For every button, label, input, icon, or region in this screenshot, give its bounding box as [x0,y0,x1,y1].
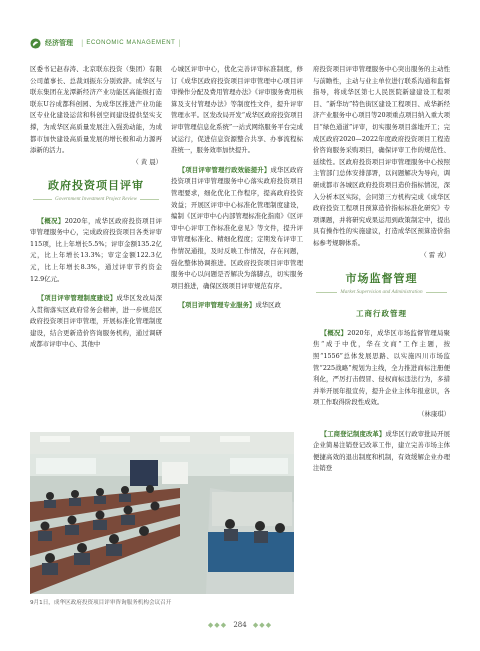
paragraph-overview-market: 2020年，成华区市场监督管理局聚焦“成于中优，华在文商”工作主题，按照“1556”总体发展思路、以实施四川市场监管“225战略”规划为主线，全力推进商标注册便利化，严厉打击假冒、侵权商标违法行为，多措并举开展年报宣传，提升企业主体年报意识，各项工作取得阶段性成效。 [313,328,451,407]
paragraph-service: 成华区政 [255,301,281,310]
paragraph-intro: 区委书记赵春涛、北京联东投资（集团）有限公司董事长、总裁刘振东分别致辞。成华区与联东集团在龙潭新经济产业功能区高能级打造联东U谷成都科创园、为成华区推进产业功能区专业化建设运营和科创空间建设提供坚实支撑，为成华区高质量发展注入强劲动能，为成都市加快建设高质量发展的增长极和动力源再添新的活力。 [30,65,162,155]
header-divider-end: | [178,39,181,47]
header-section-cn: 经济管理 [45,39,73,47]
meeting-photo-image [30,432,294,594]
tag-registration-reform: 【工商登记制度改革】 [320,429,386,438]
paragraph-system-build: 成华区发改局深入贯彻落实区政府常务会精神，进一步规范区政府投资项目评审管理，开展标准化管理制度建设，结合更新造价咨询服务机构，通过调研成都市评审中心、其他中 [30,294,162,349]
paragraph-continued: 心城区评审中心，优化完善评审标准制度，修订《成华区政府投资项目评审管理中心项目评审操作分配及费用管理办法》《评审服务费用核算及支付管理办法》等制度性文件，提升评审管理水平。区发改局开发“成华区政府投资项目评审管理信息化系统”一站式网络服务平台完成试运行，促进信息资源整合共享、办事流程标准统一，服务效率加快提升。 [171,65,303,155]
photo-caption: 9月1日，成华区政府投资项目评审咨询服务机构会议召开 [30,600,172,606]
header-divider: | [81,39,84,47]
column-2 [171,64,303,312]
section-title-market-en: Market Supervision and Administration [340,288,423,295]
section-title-en: Government Investment Project Review [54,195,138,202]
section-heading-review [30,180,162,205]
page-footer [0,621,480,629]
tag-overview: 【概况】 [37,216,65,225]
author-sign-3: （ 雷 戎） [420,250,450,259]
section-heading-market [313,273,450,298]
paragraph-overview: 2020年，成华区政府投资项目评审管理服务中心，完成政府投资项目各类评审115项，比上年增长5.5%；评审金额135.2亿元，比上年增长13.3%；审定金额122.3亿元，比上年增长8.3%，通过评审节约资金12.9亿元。 [30,216,162,283]
tag-overview-market: 【概况】 [320,328,348,337]
paragraph-efficiency: 成华区政府投资项目评审管理服务中心落实政府投资项目管理要求，细化优化工作程序，提高政府投资效益；开展区评审中心标准化管理制度建设，编制《区评审中心内部管理标准化指南》《区评审中心评审工作标准化意见》等文件，提升评审管理标准化、精细化程度；定期发布评审工作情况通报，及时反映工作情况，存在问题，强化整体协调推进。区政府投资项目评审管理服务中心以问题是否解决为落脚点，切实服务项目推进，确保区级项目评审规范有序。 [171,165,304,290]
tag-service: 【项目评审管理专业服务】 [178,301,256,310]
meeting-photo [30,432,294,594]
subsection-title: 工商行政管理 [356,309,407,319]
column-1 [30,64,162,351]
author-sign-market: （林康琪） [418,410,450,419]
author-sign: （ 黄 晨） [132,157,162,166]
section-logo-icon [30,38,41,49]
section-title-market: 市场监督管理 [345,272,418,286]
page-number: 284 [233,621,247,629]
paragraph-continued-3: 府投资项目评审管理服务中心突出服务的主动性与前瞻性，主动与业主单位进行联系沟通和监督指导，将成华区第七人民医院新建建设工程项目、“新华坊”特色街区建设工程项目、成华新经济产业服务中心项目等20项重点项目纳入重大项目“绿色通道”评审，切实服务项目落地开工；完成区政府2020—2022年度政府投资项目工程造价咨询服务采购项目，确保评审工作的规范性、延续性。区政府投资项目评审管理服务中心按照主管部门总体安排部署，以问题解决为导向，调研成都市各城区政府投资项目造价指标情况，深入分析本区实际，会同第三方机构完成《成华区政府投资工程项目预算造价指标标准化研究》专项课题，并将研究成果运用到政策制定中，提出具有操作性的实施建议，打造成华区预算造价指标参考规聊体系。 [313,65,450,247]
footer-ornament-left: ◆◆◆ [207,621,228,629]
column-3 [313,64,450,475]
header-section-en: ECONOMIC MANAGEMENT [86,40,176,46]
tag-system-build: 【项目评审管理制度建设】 [37,294,117,303]
paragraph-registration-reform: 成华区行政审批局开展企业简易注销登记改革工作，建立完善市场主体便捷高效的退出制度和机制，有效缓解企业办理注销登 [313,429,451,473]
footer-ornament-right: ◆◆◆ [252,621,273,629]
tag-efficiency: 【项目评审管理行政效能提升】 [178,165,271,174]
section-title: 政府投资项目评审 [48,179,144,193]
running-header [30,36,184,50]
